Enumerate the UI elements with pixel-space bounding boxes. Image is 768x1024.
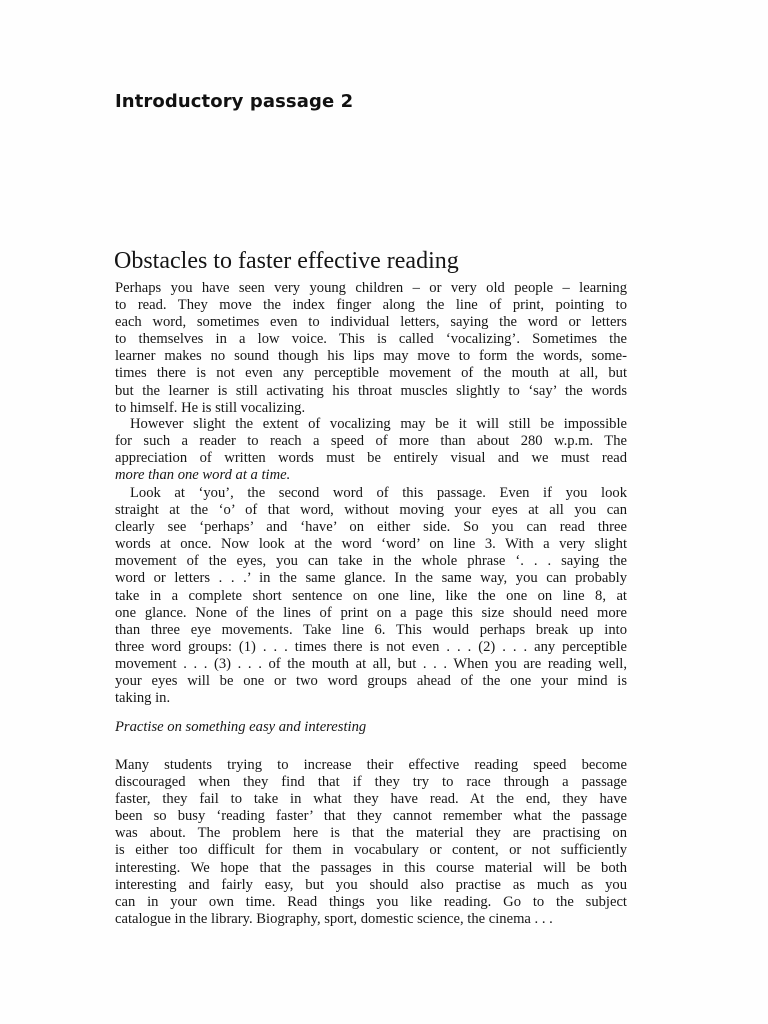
text-line: three word groups: (1) . . . times there is not even . . . (2) . . . any perceptible [115, 638, 627, 655]
text-line: appreciation of written words must be entirely visual and we must read [115, 450, 627, 467]
paragraph-2 [115, 416, 627, 484]
text-line: take in a complete short sentence on one line, like the one on line 8, at [115, 587, 627, 604]
text-line: one glance. None of the lines of print on a page this size should need more [115, 604, 627, 621]
paragraph-3 [115, 485, 627, 707]
text-line: movement of the eyes, you can take in the whole phrase ‘. . . saying the [115, 553, 627, 570]
text-line: interesting and fairly easy, but you should also practise as much as you [115, 876, 627, 893]
text-line: clearly see ‘perhaps’ and ‘have’ on either side. So you can read three [115, 519, 627, 536]
paragraph-4 [115, 757, 627, 928]
text-line: than three eye movements. Take line 6. This would perhaps break up into [115, 621, 627, 638]
text-line: discouraged when they find that if they try to race through a passage [115, 774, 627, 791]
text-line: word or letters . . .’ in the same glance. In the same way, you can probably [115, 570, 627, 587]
text-line: was about. The problem here is that the material they are practising on [115, 825, 627, 842]
text-line: interesting. We hope that the passages in this course material will be both [115, 859, 627, 876]
paragraph-1 [115, 280, 627, 417]
text-line: is either too difficult for them in vocabulary or content, or not sufficiently [115, 842, 627, 859]
text-line: to themselves in a low voice. This is called ‘vocalizing’. Sometimes the [115, 331, 627, 348]
text-line: taking in. [115, 690, 171, 707]
text-line: can in your own time. Read things you like reading. Go to the subject [115, 893, 627, 910]
text-line: Perhaps you have seen very young children – or very old people – learning [115, 280, 627, 296]
text-line: catalogue in the library. Biography, sport, domestic science, the cinema . . . [115, 910, 553, 927]
text-line: been so busy ‘reading faster’ that they cannot remember what the passage [115, 808, 627, 825]
text-line: for such a reader to reach a speed of more than about 280 w.p.m. The [115, 433, 627, 450]
passage-kicker: Introductory passage 2 [115, 91, 354, 112]
text-line: to himself. He is still vocalizing. [115, 399, 306, 416]
text-line: straight at the ‘o’ of that word, without moving your eyes at all you can [115, 502, 627, 519]
text-line: movement . . . (3) . . . of the mouth at all, but . . . When you are reading well, [115, 655, 627, 672]
text-line: times there is not even any perceptible movement of the mouth at all, but [115, 365, 627, 382]
text-line: but the learner is still activating his throat muscles slightly to ‘say’ the words [115, 382, 627, 399]
text-line: Many students trying to increase their effective reading speed become [115, 757, 627, 773]
text-line: However slight the extent of vocalizing may be it will still be impossible [130, 416, 627, 432]
section-subheading: Practise on something easy and interesting [115, 719, 367, 735]
text-line: faster, they fail to take in what they have read. At the end, they have [115, 791, 627, 808]
text-line: to read. They move the index finger along the line of print, pointing to [115, 297, 627, 314]
text-line: Look at ‘you’, the second word of this passage. Even if you look [130, 485, 627, 501]
text-line: words at once. Now look at the word ‘word’ on line 3. With a very slight [115, 536, 627, 553]
text-line: learner makes no sound though his lips may move to form the words, some- [115, 348, 627, 365]
passage-title: Obstacles to faster effective reading [114, 248, 459, 274]
text-line: your eyes will be one or two word groups ahead of the one your mind is [115, 673, 627, 690]
emphasized-line: more than one word at a time. [115, 467, 291, 484]
text-line: each word, sometimes even to individual letters, saying the word or letters [115, 314, 627, 331]
